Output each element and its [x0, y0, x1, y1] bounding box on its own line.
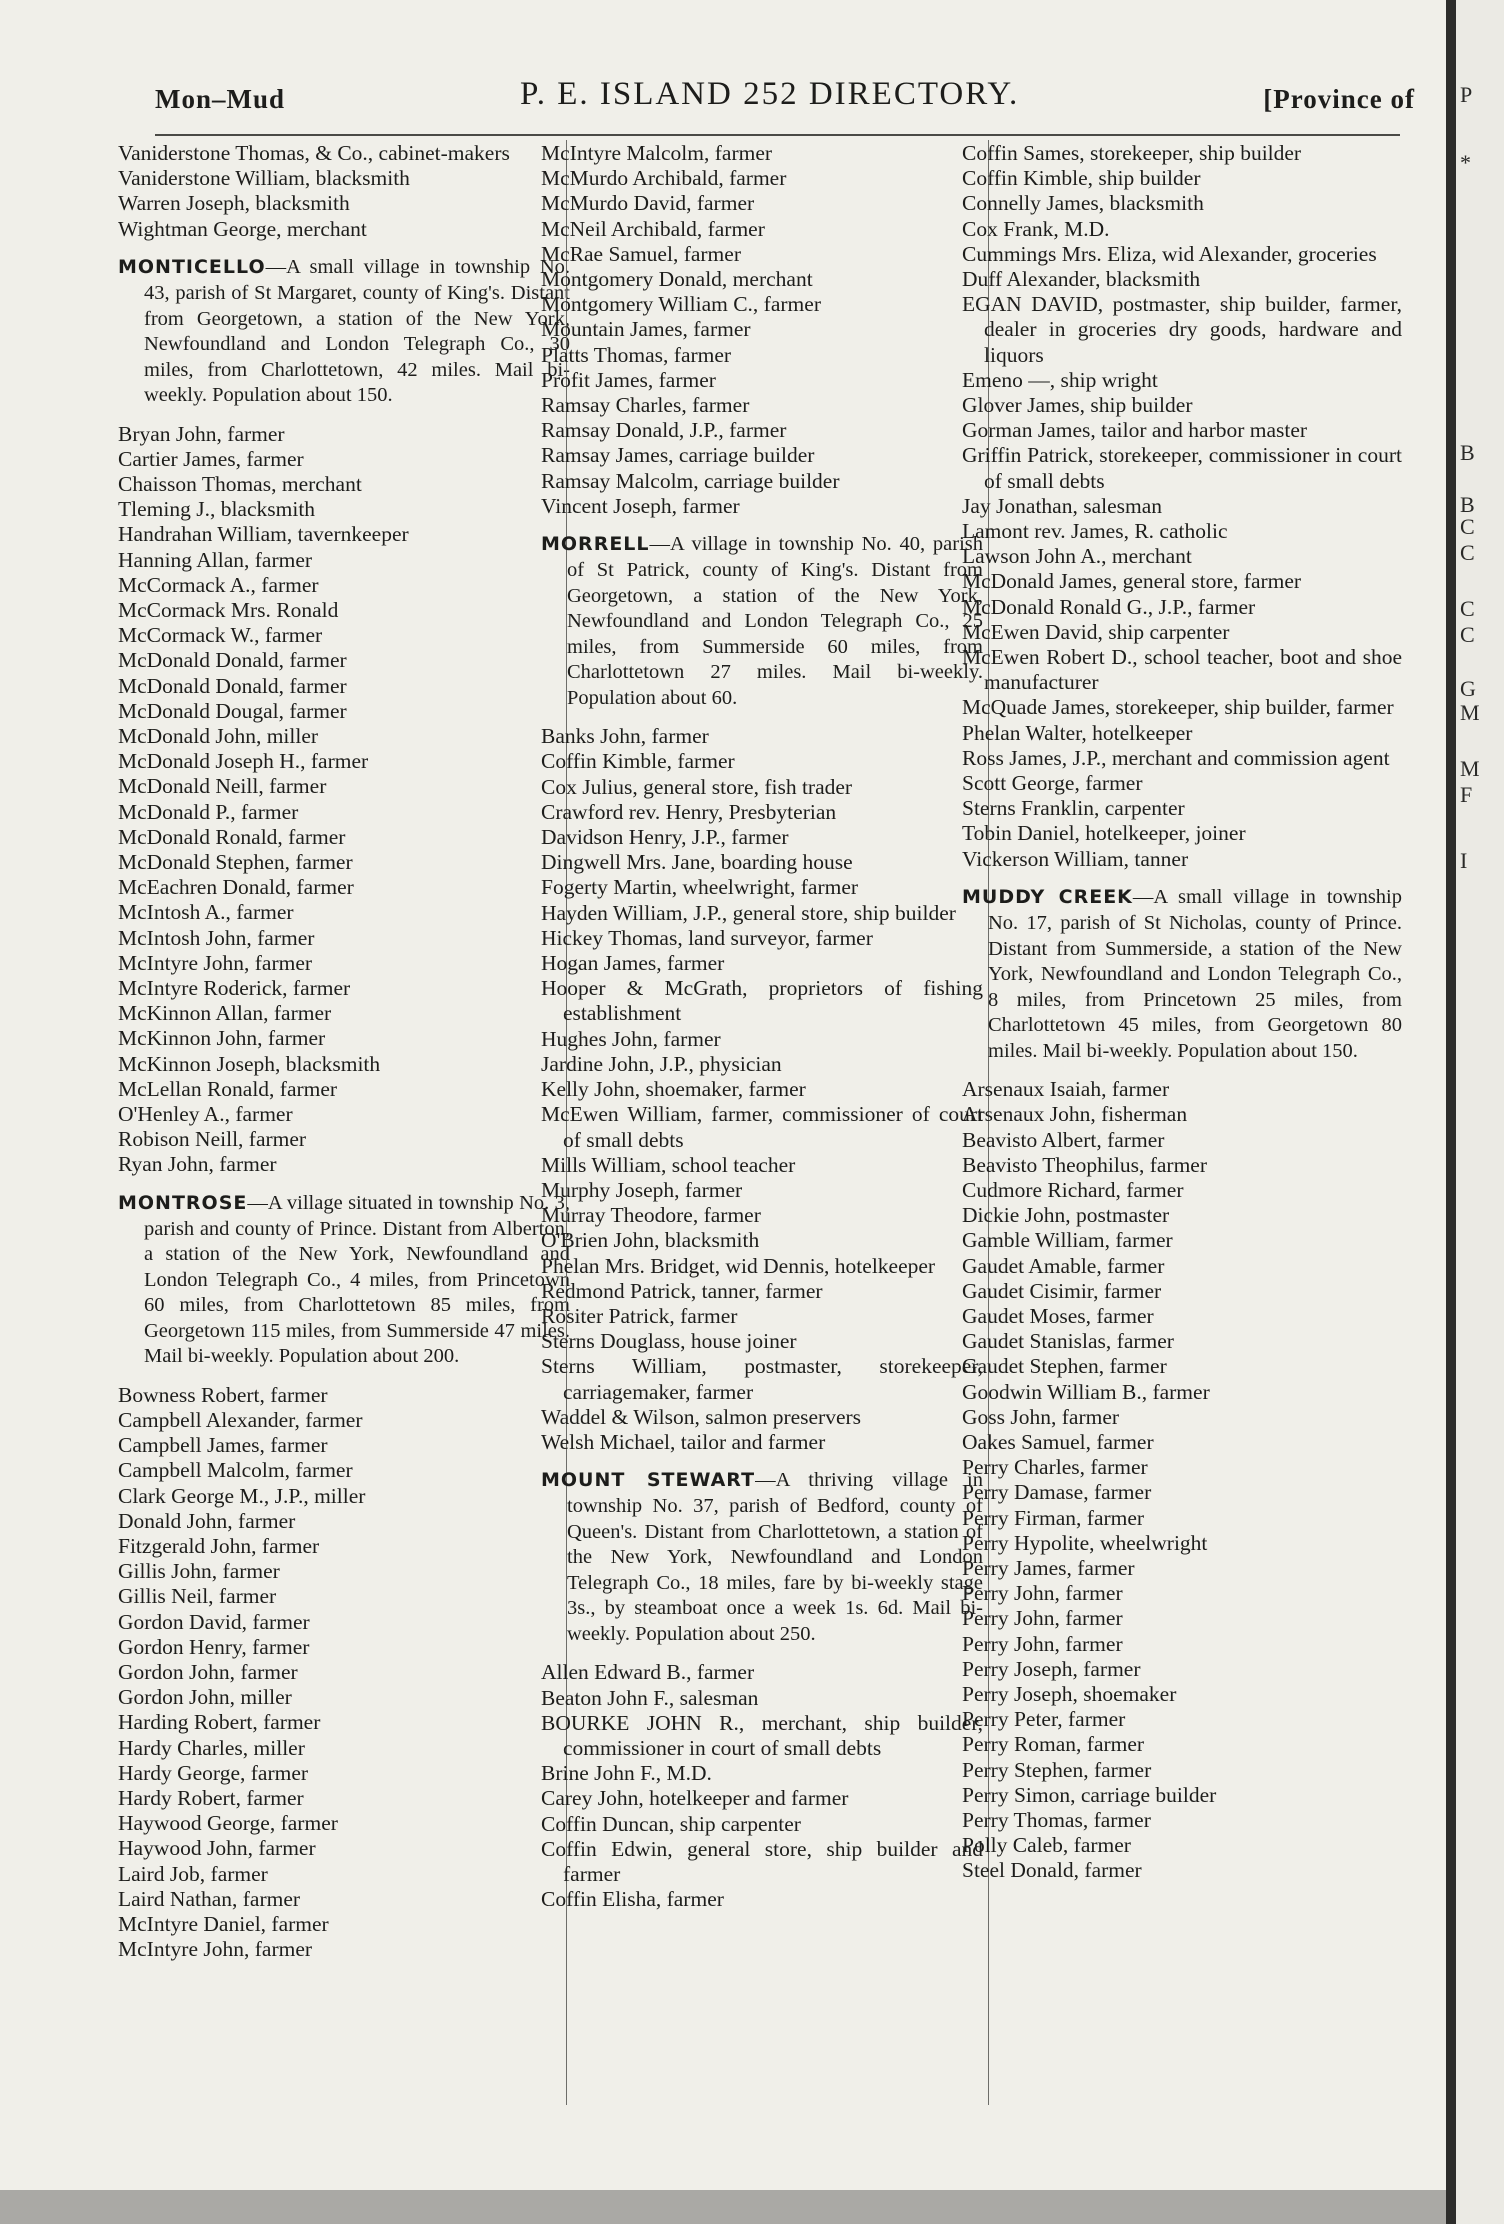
column-2	[541, 141, 983, 2151]
directory-entry: Allen Edward B., farmer	[541, 1660, 755, 1685]
directory-entry: Goss John, farmer	[962, 1404, 1120, 1429]
directory-entry: Warren Joseph, blacksmith	[118, 191, 350, 216]
facing-page-fragment: *	[1460, 150, 1471, 175]
directory-entry: Welsh Michael, tailor and farmer	[541, 1429, 826, 1454]
directory-entry: Coffin Kimble, farmer	[541, 749, 735, 774]
directory-entry: McDonald Joseph H., farmer	[118, 749, 369, 774]
place-description	[118, 1190, 570, 1369]
directory-entry: Emeno —, ship wright	[962, 367, 1158, 392]
directory-entry: Ross James, J.P., merchant and commission agent	[962, 745, 1390, 770]
directory-entry: McDonald Donald, farmer	[118, 648, 347, 673]
directory-entry: Redmond Patrick, tanner, farmer	[541, 1278, 823, 1303]
directory-entry: EGAN DAVID, postmaster, ship builder, farmer, dealer in groceries dry goods, hardware and liquors	[962, 292, 1402, 367]
directory-entry: Ryan John, farmer	[118, 1152, 277, 1177]
directory-entry: Perry Thomas, farmer	[962, 1807, 1151, 1832]
directory-entry: Ramsay Malcolm, carriage builder	[541, 468, 840, 493]
directory-entry: Rositer Patrick, farmer	[541, 1303, 738, 1328]
directory-entry: Murphy Joseph, farmer	[541, 1177, 743, 1202]
directory-entry: McDonald Stephen, farmer	[118, 849, 353, 874]
directory-entry: Lamont rev. James, R. catholic	[962, 519, 1228, 544]
directory-entry: Gaudet Stanislas, farmer	[962, 1329, 1174, 1354]
directory-entry: Mills William, school teacher	[541, 1152, 796, 1177]
header-rule	[155, 134, 1400, 136]
facing-page-fragment: C	[1460, 596, 1475, 621]
facing-page-fragment: C	[1460, 514, 1475, 539]
directory-entry: Griffin Patrick, storekeeper, commissioner in court of small debts	[962, 443, 1402, 493]
directory-entry: Coffin Edwin, general store, ship builder and farmer	[541, 1836, 983, 1886]
directory-entry: Beavisto Albert, farmer	[962, 1127, 1165, 1152]
directory-entry: McKinnon Joseph, blacksmith	[118, 1051, 381, 1076]
directory-entry: Carey John, hotelkeeper and farmer	[541, 1786, 849, 1811]
directory-entry: McDonald Donald, farmer	[118, 673, 347, 698]
directory-entry: Perry Joseph, farmer	[962, 1656, 1141, 1681]
directory-entry: Haywood John, farmer	[118, 1836, 316, 1861]
directory-entry: Perry John, farmer	[962, 1606, 1123, 1631]
directory-entry: Waddel & Wilson, salmon preservers	[541, 1404, 862, 1429]
directory-entry: McIntyre John, farmer	[118, 950, 313, 975]
directory-entry: Haywood George, farmer	[118, 1811, 338, 1836]
directory-entry: Perry Roman, farmer	[962, 1732, 1145, 1757]
directory-entry: Wightman George, merchant	[118, 216, 367, 241]
directory-entry: Gillis John, farmer	[118, 1559, 280, 1584]
place-description-text: —A small village in township No. 43, parish of St Margaret, county of King's. Distant from Georgetown, a station of the New York, Newfoundland and London Telegraph Co., 30 miles, from Charlottetown, 42 miles. Mail bi-weekly. Population about 150.	[144, 255, 570, 407]
directory-entry: McIntosh John, farmer	[118, 925, 315, 950]
directory-entry: Oakes Samuel, farmer	[962, 1429, 1154, 1454]
directory-entry: Arsenaux John, fisherman	[962, 1102, 1188, 1127]
directory-entry: Campbell Alexander, farmer	[118, 1408, 363, 1433]
directory-entry: Gorman James, tailor and harbor master	[962, 418, 1308, 443]
directory-entry: McIntosh A., farmer	[118, 900, 294, 925]
facing-page-fragment: C	[1460, 540, 1475, 565]
directory-entry: Hughes John, farmer	[541, 1026, 721, 1051]
facing-page-fragment: M	[1460, 756, 1480, 781]
directory-entry: Ramsay Donald, J.P., farmer	[541, 418, 787, 443]
directory-entry: McCormack Mrs. Ronald	[118, 597, 339, 622]
directory-entry: Robison Neill, farmer	[118, 1127, 307, 1152]
book-gutter	[1446, 0, 1456, 2224]
directory-entry: Gaudet Cisimir, farmer	[962, 1278, 1162, 1303]
running-head-right: [Province of	[1263, 84, 1415, 114]
directory-entry: Jardine John, J.P., physician	[541, 1051, 782, 1076]
directory-entry: Sterns William, postmaster, storekeeper, carriagemaker, farmer	[541, 1354, 983, 1404]
directory-entry: Tleming J., blacksmith	[118, 497, 316, 522]
facing-page-fragment: G	[1460, 676, 1476, 701]
directory-entry: Perry John, farmer	[962, 1631, 1123, 1656]
directory-entry: McDonald Ronald G., J.P., farmer	[962, 594, 1256, 619]
directory-entry: Mountain James, farmer	[541, 317, 751, 342]
place-name: MORRELL	[541, 533, 650, 556]
directory-entry: McEachren Donald, farmer	[118, 875, 354, 900]
directory-entry: Crawford rev. Henry, Presbyterian	[541, 799, 837, 824]
directory-entry: Vaniderstone Thomas, & Co., cabinet-makers	[118, 141, 510, 165]
directory-entry: Sterns Douglass, house joiner	[541, 1329, 797, 1354]
directory-entry: Hardy George, farmer	[118, 1760, 309, 1785]
directory-entry: McIntyre Daniel, farmer	[118, 1912, 329, 1937]
directory-entry: Vaniderstone William, blacksmith	[118, 166, 410, 191]
directory-entry: Bowness Robert, farmer	[118, 1382, 328, 1407]
directory-entry: Dickie John, postmaster	[962, 1203, 1170, 1228]
running-head-left: Mon–Mud	[155, 84, 286, 114]
directory-entry: Harding Robert, farmer	[118, 1710, 321, 1735]
directory-entry: Dingwell Mrs. Jane, boarding house	[541, 850, 853, 875]
directory-entry: Goodwin William B., farmer	[962, 1379, 1210, 1404]
directory-entry: Vickerson William, tanner	[962, 846, 1189, 871]
place-description	[541, 531, 983, 710]
directory-entry: McDonald P., farmer	[118, 799, 299, 824]
directory-entry: Hayden William, J.P., general store, ship builder	[541, 900, 956, 925]
place-description	[541, 1467, 983, 1646]
directory-entry: McCormack W., farmer	[118, 623, 323, 648]
directory-entry: Gillis Neil, farmer	[118, 1584, 277, 1609]
place-description-text: —A small village in township No. 17, parish of St Nicholas, county of Prince. Distant from Summerside, a station of the New York, Newfoundland and London Telegraph Co., 8 miles, from Princetown 25 miles, from Charlottetown 45 miles, from Georgetown 80 miles. Mail bi-weekly. Population about 150.	[988, 885, 1402, 1062]
directory-entry: Gamble William, farmer	[962, 1228, 1173, 1253]
directory-entry: Coffin Sames, storekeeper, ship builder	[962, 141, 1302, 165]
directory-entry: O'Henley A., farmer	[118, 1102, 293, 1126]
directory-entry: Duff Alexander, blacksmith	[962, 267, 1201, 292]
facing-page-fragment: I	[1460, 848, 1468, 873]
directory-entry: Davidson Henry, J.P., farmer	[541, 825, 789, 850]
directory-entry: Chaisson Thomas, merchant	[118, 471, 362, 496]
directory-entry: McRae Samuel, farmer	[541, 241, 741, 266]
directory-entry: Beaton John F., salesman	[541, 1685, 759, 1710]
directory-entry: O'Brien John, blacksmith	[541, 1228, 760, 1253]
directory-entry: McLellan Ronald, farmer	[118, 1076, 338, 1101]
directory-entry: Campbell Malcolm, farmer	[118, 1458, 353, 1483]
directory-entry: Perry Joseph, shoemaker	[962, 1681, 1177, 1706]
directory-entry: McCormack A., farmer	[118, 572, 319, 597]
directory-entry: McIntyre Malcolm, farmer	[541, 141, 773, 165]
directory-entry: McEwen Robert D., school teacher, boot and shoe manufacturer	[962, 645, 1402, 695]
directory-entry: Arsenaux Isaiah, farmer	[962, 1077, 1170, 1102]
directory-entry: Cartier James, farmer	[118, 446, 304, 471]
facing-page-fragment: M	[1460, 700, 1480, 725]
directory-entry: Montgomery William C., farmer	[541, 292, 821, 317]
place-name: MOUNT STEWART	[541, 1469, 756, 1492]
facing-page-fragment: B	[1460, 492, 1475, 517]
directory-entry: Glover James, ship builder	[962, 393, 1193, 418]
directory-entry: Gaudet Amable, farmer	[962, 1253, 1165, 1278]
directory-entry: Ramsay James, carriage builder	[541, 443, 815, 468]
directory-entry: Bryan John, farmer	[118, 421, 285, 446]
directory-entry: Gordon David, farmer	[118, 1609, 310, 1634]
directory-entry: Sterns Franklin, carpenter	[962, 796, 1185, 821]
place-description	[118, 254, 570, 408]
directory-entry: Polly Caleb, farmer	[962, 1833, 1131, 1858]
facing-page-edge	[1456, 0, 1504, 2224]
directory-entry: McDonald James, general store, farmer	[962, 569, 1302, 594]
directory-entry: McMurdo Archibald, farmer	[541, 166, 787, 191]
directory-entry: Hooper & McGrath, proprietors of fishing establishment	[541, 976, 983, 1026]
running-head-center: P. E. ISLAND 252 DIRECTORY.	[520, 76, 1020, 112]
directory-entry: Cox Julius, general store, fish trader	[541, 774, 853, 799]
directory-entry: Phelan Walter, hotelkeeper	[962, 720, 1193, 745]
directory-entry: Gaudet Moses, farmer	[962, 1303, 1154, 1328]
directory-entry: Gordon John, farmer	[118, 1660, 298, 1685]
directory-entry: Perry Simon, carriage builder	[962, 1782, 1217, 1807]
directory-entry: McDonald Dougal, farmer	[118, 698, 347, 723]
directory-entry: Hanning Allan, farmer	[118, 547, 313, 572]
directory-entry: Coffin Elisha, farmer	[541, 1887, 724, 1912]
directory-entry: McDonald John, miller	[118, 723, 319, 748]
directory-entry: Gordon Henry, farmer	[118, 1634, 310, 1659]
place-name: MUDDY CREEK	[962, 885, 1133, 908]
directory-entry: McIntyre John, farmer	[118, 1937, 313, 1962]
directory-entry: Clark George M., J.P., miller	[118, 1483, 366, 1508]
directory-entry: Perry Firman, farmer	[962, 1505, 1145, 1530]
directory-entry: Kelly John, shoemaker, farmer	[541, 1077, 806, 1102]
directory-entry: Profit James, farmer	[541, 367, 716, 392]
directory-entry: Perry Damase, farmer	[962, 1480, 1152, 1505]
directory-entry: Perry Charles, farmer	[962, 1455, 1148, 1480]
directory-entry: BOURKE JOHN R., merchant, ship builder, commissioner in court of small debts	[541, 1710, 983, 1760]
directory-entry: Laird Nathan, farmer	[118, 1886, 301, 1911]
directory-entry: Coffin Kimble, ship builder	[962, 166, 1201, 191]
directory-entry: Perry Stephen, farmer	[962, 1757, 1152, 1782]
directory-entry: Fitzgerald John, farmer	[118, 1534, 320, 1559]
directory-entry: McMurdo David, farmer	[541, 191, 755, 216]
directory-entry: Cummings Mrs. Eliza, wid Alexander, groceries	[962, 241, 1377, 266]
directory-entry: Jay Jonathan, salesman	[962, 493, 1163, 518]
running-head	[155, 76, 1415, 122]
directory-entry: McKinnon Allan, farmer	[118, 1001, 332, 1026]
facing-page-fragment: C	[1460, 622, 1475, 647]
place-name: MONTICELLO	[118, 255, 266, 278]
facing-page-fragment: F	[1460, 782, 1473, 807]
directory-entry: Coffin Duncan, ship carpenter	[541, 1811, 801, 1836]
directory-entry: Hogan James, farmer	[541, 951, 725, 976]
place-name: MONTROSE	[118, 1191, 248, 1214]
directory-entry: Laird Job, farmer	[118, 1861, 268, 1886]
column-1	[118, 141, 570, 2151]
directory-entry: McNeil Archibald, farmer	[541, 216, 765, 241]
directory-entry: Brine John F., M.D.	[541, 1761, 712, 1786]
place-description	[962, 884, 1402, 1063]
column-3	[962, 141, 1402, 2151]
directory-entry: Scott George, farmer	[962, 771, 1143, 796]
directory-entry: Murray Theodore, farmer	[541, 1203, 761, 1228]
place-description-text: —A thriving village in township No. 37, parish of Bedford, county of Queen's. Distant from Charlottetown, a station of the New York, Newfoundland and London Telegraph Co., 18 miles, fare by bi-weekly stage 3s., by steamboat once a week 1s. 6d. Mail bi-weekly. Population about 250.	[567, 1469, 983, 1645]
directory-entry: McEwen David, ship carpenter	[962, 619, 1230, 644]
directory-entry: Hardy Charles, miller	[118, 1735, 305, 1760]
facing-page-fragment: B	[1460, 440, 1475, 465]
directory-entry: Cudmore Richard, farmer	[962, 1177, 1184, 1202]
directory-entry: McIntyre Roderick, farmer	[118, 975, 351, 1000]
directory-entry: McKinnon John, farmer	[118, 1026, 326, 1051]
directory-entry: Cox Frank, M.D.	[962, 216, 1110, 241]
directory-entry: Perry James, farmer	[962, 1555, 1135, 1580]
directory-entry: Perry Peter, farmer	[962, 1707, 1126, 1732]
directory-entry: Montgomery Donald, merchant	[541, 267, 813, 292]
directory-entry: Vincent Joseph, farmer	[541, 493, 740, 518]
directory-entry: Phelan Mrs. Bridget, wid Dennis, hotelkeeper	[541, 1253, 936, 1278]
directory-entry: Ramsay Charles, farmer	[541, 393, 750, 418]
directory-entry: Steel Donald, farmer	[962, 1858, 1142, 1883]
directory-entry: Tobin Daniel, hotelkeeper, joiner	[962, 821, 1246, 846]
directory-entry: Handrahan William, tavernkeeper	[118, 522, 409, 547]
place-description-text: —A village situated in township No. 3, parish and county of Prince. Distant from Alberton, a station of the New York, Newfoundland and London Telegraph Co., 4 miles, from Princetown 60 miles, from Charlottetown 85 miles, from Georgetown 115 miles, from Summerside 47 miles. Mail bi-weekly. Population about 200.	[144, 1191, 570, 1368]
directory-entry: Perry John, farmer	[962, 1581, 1123, 1606]
directory-entry: McDonald Ronald, farmer	[118, 824, 346, 849]
directory-entry: Perry Hypolite, wheelwright	[962, 1530, 1208, 1555]
directory-entry: Donald John, farmer	[118, 1508, 296, 1533]
directory-entry: McDonald Neill, farmer	[118, 774, 327, 799]
directory-entry: Banks John, farmer	[541, 724, 709, 749]
directory-entry: Gaudet Stephen, farmer	[962, 1354, 1167, 1379]
place-description-text: —A village in township No. 40, parish of St Patrick, county of King's. Distant from Georgetown, a station of the New York, Newfoundland and London Telegraph Co., 25 miles, from Summerside 60 miles, from Charlottetown 27 miles. Mail bi-weekly. Population about 60.	[567, 533, 983, 709]
directory-entry: McEwen William, farmer, commissioner of court of small debts	[541, 1102, 983, 1152]
directory-entry: Platts Thomas, farmer	[541, 342, 732, 367]
directory-entry: Connelly James, blacksmith	[962, 191, 1204, 216]
directory-entry: Beavisto Theophilus, farmer	[962, 1152, 1208, 1177]
scan-bottom-edge	[0, 2190, 1446, 2224]
directory-entry: Hickey Thomas, land surveyor, farmer	[541, 925, 873, 950]
directory-entry: Fogerty Martin, wheelwright, farmer	[541, 875, 859, 900]
directory-entry: Hardy Robert, farmer	[118, 1786, 304, 1811]
directory-entry: McQuade James, storekeeper, ship builder, farmer	[962, 695, 1394, 720]
directory-entry: Lawson John A., merchant	[962, 544, 1192, 569]
directory-entry: Campbell James, farmer	[118, 1433, 328, 1458]
facing-page-fragment: P	[1460, 82, 1473, 107]
directory-entry: Gordon John, miller	[118, 1685, 292, 1710]
